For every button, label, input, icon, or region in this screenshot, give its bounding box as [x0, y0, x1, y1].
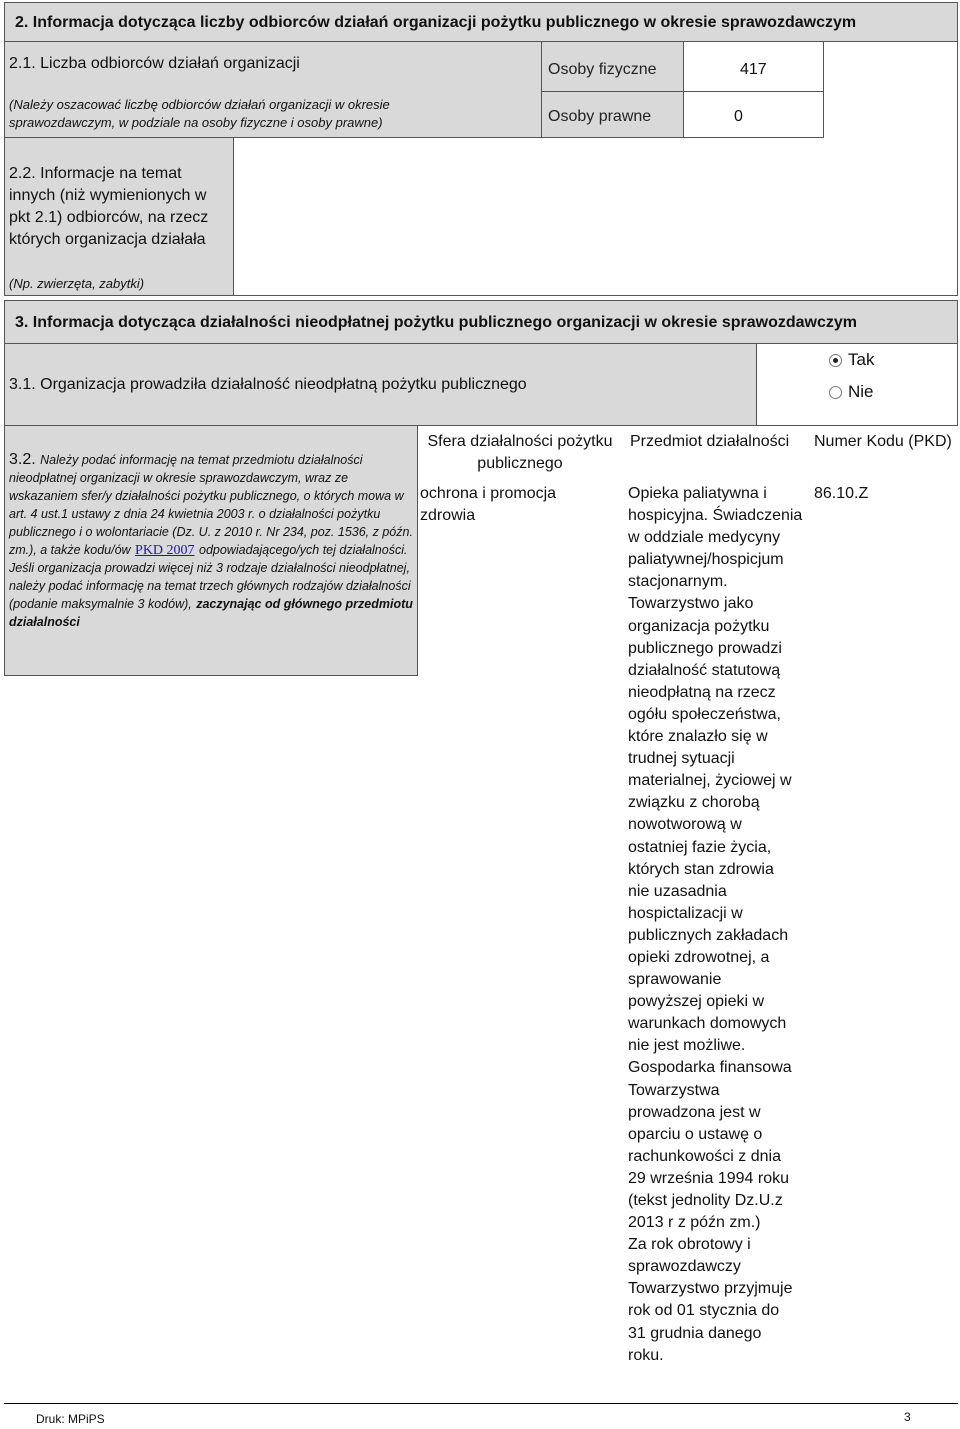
persons-label-cell — [542, 42, 684, 92]
footer-rule — [4, 1403, 958, 1404]
radio-yes-indicator[interactable] — [829, 354, 842, 367]
section-3-2-number: 3.2. — [9, 451, 36, 468]
subject-value[interactable]: Opieka paliatywna i hospicyjna. Świadczenia w oddziale medycyny paliatywnej/hospicjum stacjonarnym. Towarzystwo jako organizacja pożytku publicznego prowadzi działalność statutową nieodpłatną na rzecz ogółu społeczeństwa, które znalazło się w trudnej sytuacji materialnej, życiowej w związku z chorobą nowotworową w ostatniej fazie życia, których stan zdrowia nie uzasadnia hospictalizacji w publicznych zakładach opieki zdrowotnej, a sprawowanie powyższej opieki w warunkach domowych nie jest możliwe. Gospodarka finansowa Towarzystwa prowadzona jest w oparciu o ustawę o rachunkowości z dnia 29 września 1994 roku (tekst jednolity Dz.U.z 2013 r z późn zm.) Za rok obrotowy i sprawozdawczy Towarzystwo przyjmuje rok od 01 stycznia do 31 grudnia danego roku. — [628, 485, 803, 1364]
persons-label: Osoby fizyczne — [548, 61, 657, 78]
section-2-2-label-cell — [4, 138, 234, 296]
code-value[interactable]: 86.10.Z — [814, 485, 869, 502]
section-2-2-note: (Np. zwierzęta, zabytki) — [9, 276, 145, 291]
legal-label-cell — [542, 92, 684, 138]
section-2-header — [4, 2, 958, 42]
radio-no[interactable] — [829, 380, 874, 404]
section-3-1-answer-cell — [756, 344, 958, 426]
footer-print-label: Druk: MPiPS — [36, 1412, 105, 1426]
section-2-1-blank — [824, 42, 958, 138]
section-3-1-title: 3.1. Organizacja prowadziła działalność nieodpłatną pożytku publicznego — [9, 376, 527, 393]
radio-no-indicator[interactable] — [829, 386, 842, 399]
section-2-2-title: 2.2. Informacje na temat innych (niż wymienionych w pkt 2.1) odbiorców, na rzecz których organizacja działała — [9, 165, 209, 248]
section-3-2-text — [9, 451, 419, 631]
radio-no-label: Nie — [848, 382, 874, 401]
persons-value-cell[interactable] — [684, 42, 824, 92]
col-subject-header: Przedmiot działalności — [630, 433, 790, 450]
section-3-2-instruction-a: Należy podać informację na temat przedmiotu działalności nieodpłatnej organizacji w okresie sprawozdawczym, wraz ze wskazaniem sfer/y działalności pożytku publicznego, o których mowa w art. 4 ust.1 ustawy z dnia 24 kwietnia 2003 r. o działalności pożytku publicznego i o wolontariacie (Dz. U. z 2010 r. Nr 234, poz. 1536, z późn. zm.), a także kodu/ów — [9, 453, 413, 557]
section-3-title: 3. Informacja dotycząca działalności nieodpłatnej pożytku publicznego organizacji w okresie sprawozdawczym — [15, 314, 857, 331]
section-2-1-note: (Należy oszacować liczbę odbiorców działań organizacji w okresie sprawozdawczym, w podziale na osoby fizyczne i osoby prawne) — [9, 97, 390, 130]
section-2-title: 2. Informacja dotycząca liczby odbiorców działań organizacji pożytku publicznego w okresie sprawozdawczym — [15, 14, 857, 31]
radio-yes[interactable] — [829, 348, 874, 372]
section-3-2-instruction-c: zaczynając od głównego przedmiotu działalności — [9, 597, 413, 629]
section-2-2-input[interactable] — [234, 138, 958, 296]
section-3-1-label-cell — [4, 344, 756, 426]
radio-yes-label: Tak — [848, 350, 875, 369]
section-3-2-label-cell — [4, 426, 418, 676]
section-2-1-title: 2.1. Liczba odbiorców działań organizacji — [9, 55, 300, 72]
section-3-2-instruction-b: odpowiadającego/ych tej działalności. Jeśli organizacja prowadzi więcej niż 3 rodzaje działalności nieodpłatnej, należy podać informację na temat trzech głównych rodzajów działalności (podanie maksymalnie 3 kodów), — [9, 543, 411, 611]
col-sphere-header: Sfera działalności pożytku publicznego — [427, 433, 613, 472]
section-2-1-label-cell — [4, 42, 542, 138]
legal-value-cell[interactable] — [684, 92, 824, 138]
col-code-header: Numer Kodu (PKD) — [814, 433, 952, 450]
footer-page-number: 3 — [904, 1410, 911, 1424]
persons-value: 417 — [740, 61, 767, 78]
sphere-value[interactable]: ochrona i promocja zdrowia — [420, 485, 557, 525]
legal-value: 0 — [734, 108, 743, 125]
legal-label: Osoby prawne — [548, 108, 652, 125]
pkd-link[interactable]: PKD 2007 — [135, 543, 195, 558]
section-3-header — [4, 300, 958, 344]
